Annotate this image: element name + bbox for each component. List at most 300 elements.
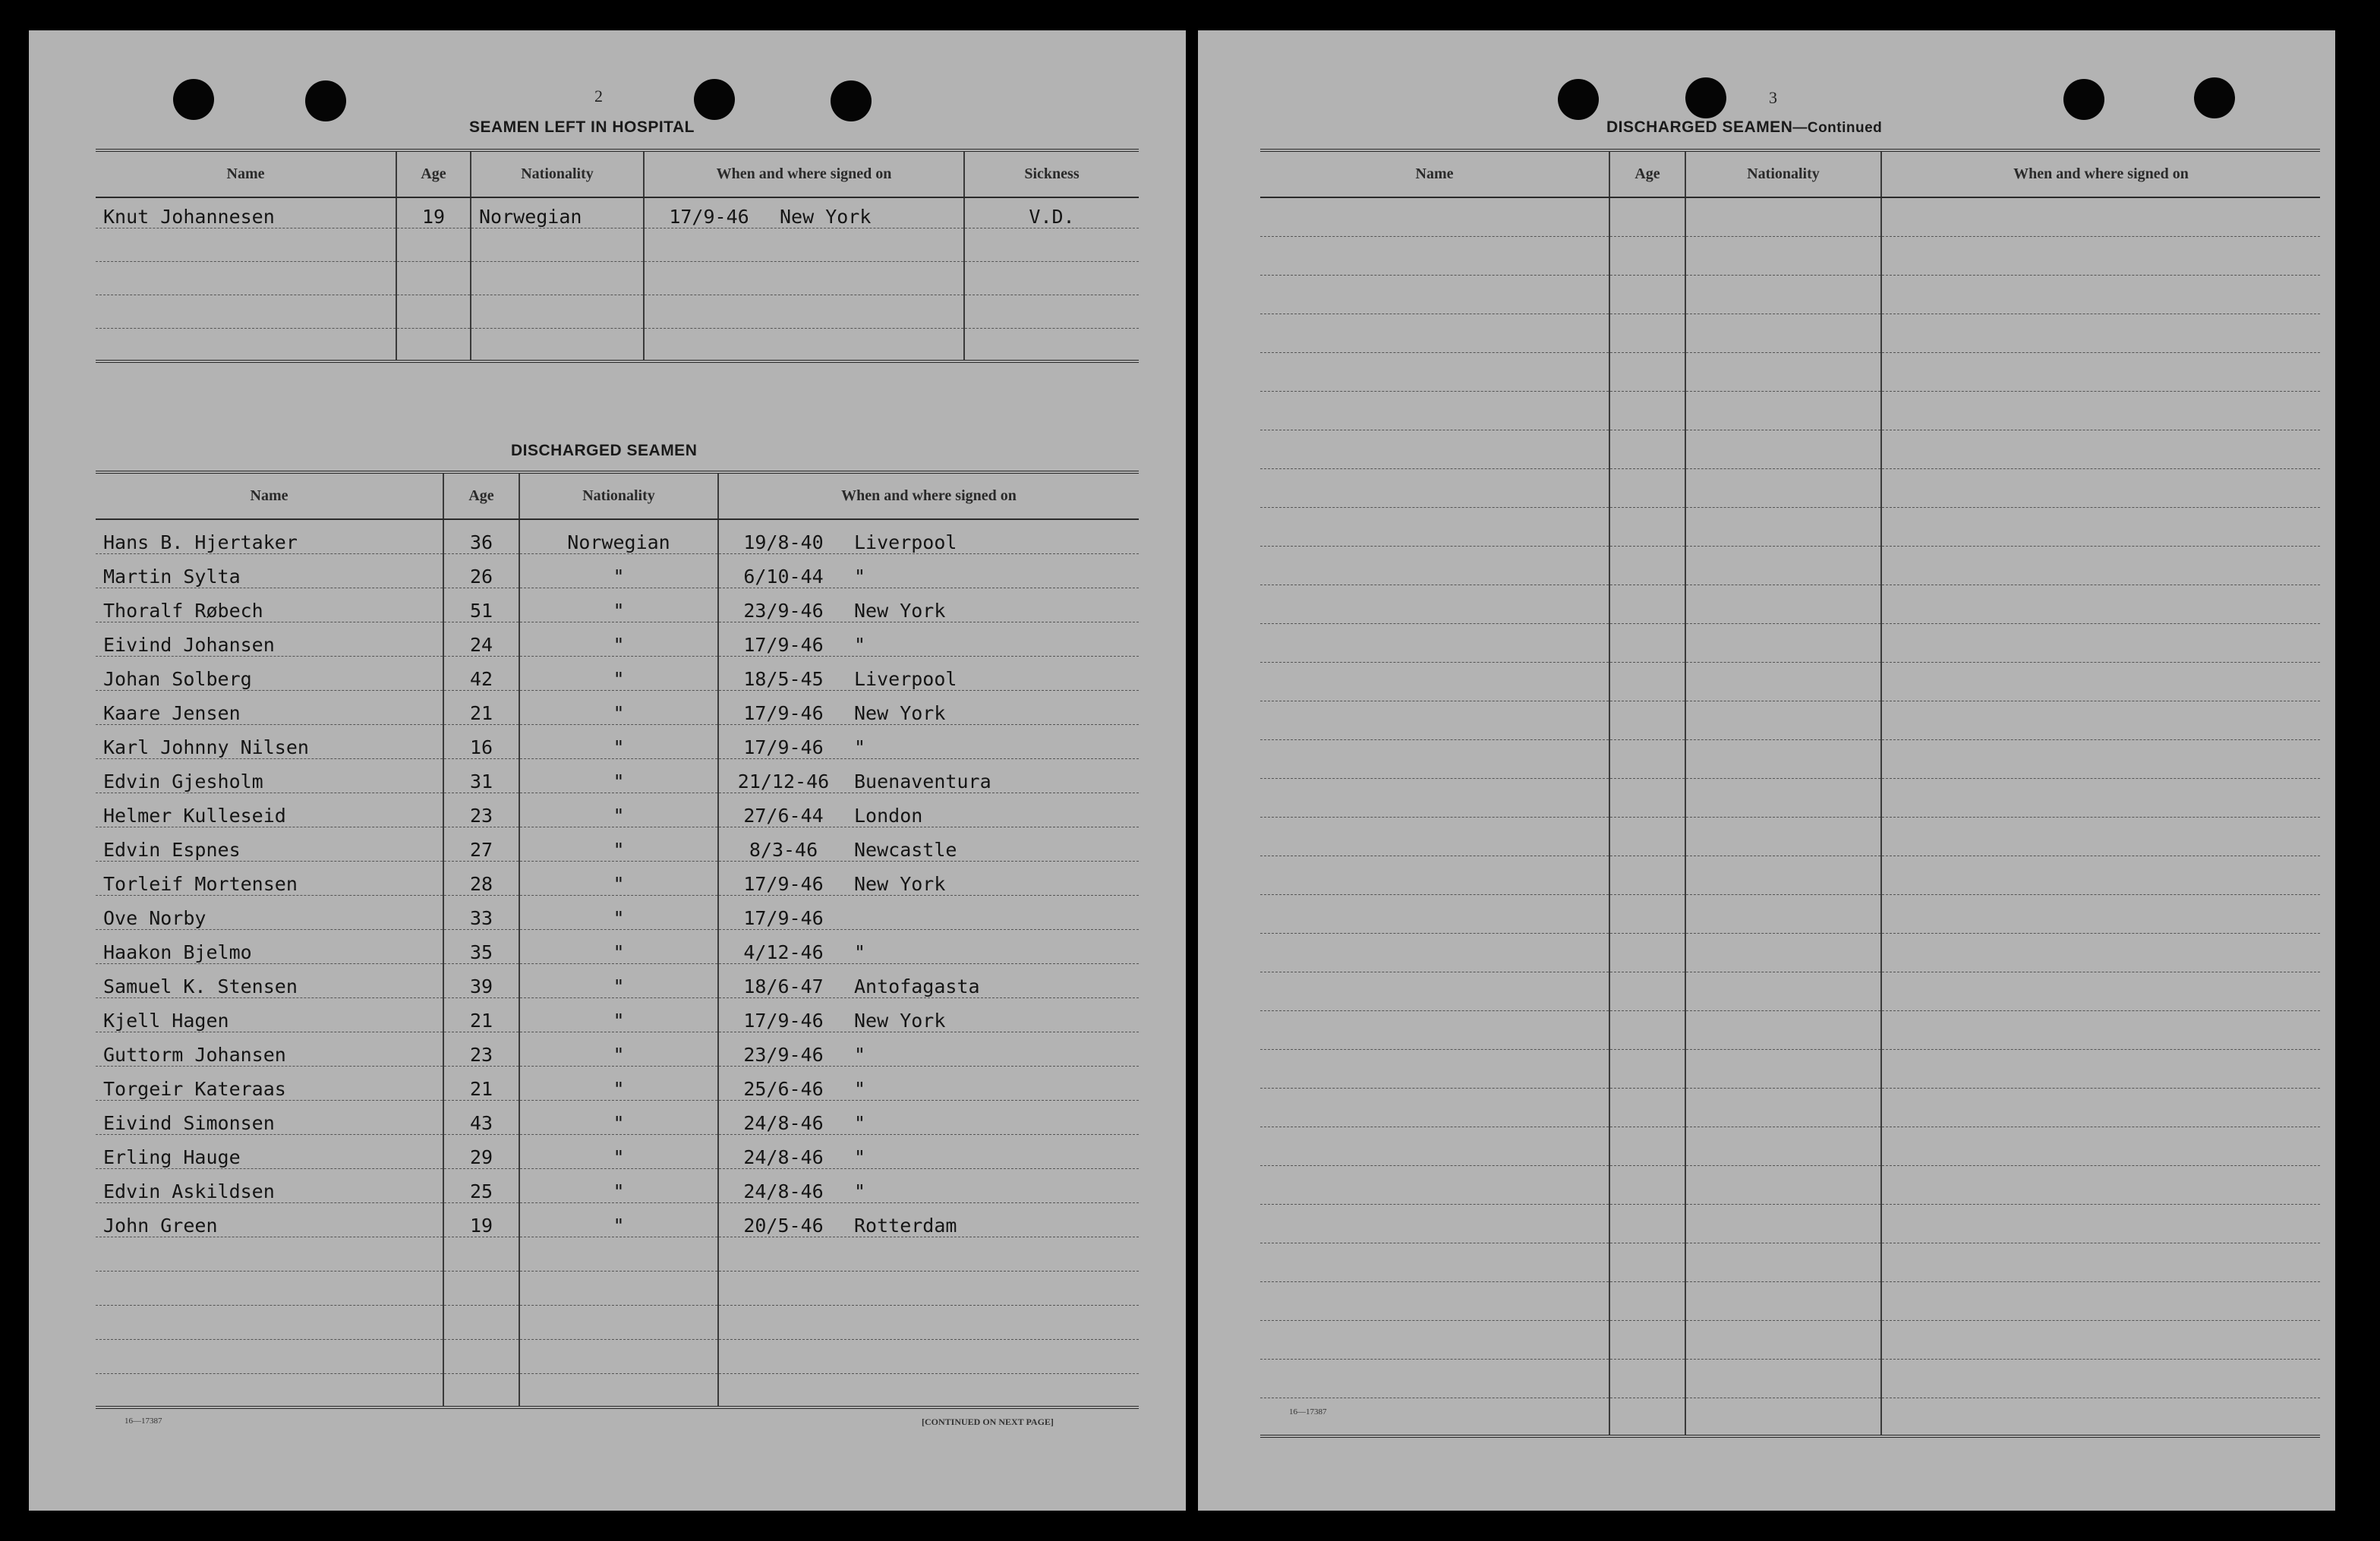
age-cell (396, 261, 471, 295)
signed-on-place: New York (854, 599, 946, 622)
age-cell: 42 (443, 656, 519, 690)
table-row (96, 261, 1139, 295)
age-cell: 27 (443, 827, 519, 861)
when-where-cell (718, 861, 1139, 895)
nationality-cell: " (519, 1066, 718, 1100)
nationality-cell (1685, 701, 1881, 739)
table-row (96, 895, 1139, 929)
discharged-table (96, 471, 1139, 1409)
column-header-age: Age (1609, 150, 1685, 197)
nationality-cell (519, 1271, 718, 1305)
table-header-row (1260, 150, 2320, 197)
age-cell: 31 (443, 758, 519, 793)
table-row (1260, 972, 2320, 1010)
name-cell (96, 295, 396, 328)
name-cell (1260, 197, 1609, 236)
when-where-cell (1881, 739, 2320, 778)
table-row (1260, 275, 2320, 314)
name-cell (1260, 1088, 1609, 1127)
hospital-section-title: SEAMEN LEFT IN HOSPITAL (469, 118, 695, 136)
nationality-cell: " (519, 861, 718, 895)
when-where-cell (718, 1305, 1139, 1339)
table-row (1260, 1359, 2320, 1398)
name-cell (1260, 972, 1609, 1010)
nationality-cell (1685, 1127, 1881, 1165)
age-cell (1609, 623, 1685, 662)
when-where-cell (1881, 275, 2320, 314)
signed-on-place: " (854, 1111, 866, 1134)
nationality-cell: " (519, 1032, 718, 1066)
table-row (96, 1032, 1139, 1066)
when-where-cell (718, 1202, 1139, 1237)
age-cell (1609, 856, 1685, 894)
name-cell: Edvin Espnes (96, 827, 443, 861)
table-row (96, 519, 1139, 553)
nationality-cell (1685, 275, 1881, 314)
name-cell (1260, 1359, 1609, 1398)
table-row (96, 1202, 1139, 1237)
age-cell: 51 (443, 588, 519, 622)
nationality-cell (1685, 1204, 1881, 1243)
binder-hole (305, 80, 346, 121)
table-row (96, 1339, 1139, 1373)
age-cell (1609, 1281, 1685, 1320)
sickness-cell (964, 261, 1139, 295)
when-where-cell (644, 261, 964, 295)
age-cell (1609, 1243, 1685, 1281)
when-where-cell (1881, 1320, 2320, 1359)
age-cell: 24 (443, 622, 519, 656)
when-where-cell (718, 588, 1139, 622)
age-cell (1609, 585, 1685, 623)
signed-on-date: 17/9-46 (743, 872, 824, 895)
signed-on-date: 19/8-40 (743, 531, 824, 553)
name-cell: Torleif Mortensen (96, 861, 443, 895)
age-cell: 21 (443, 1066, 519, 1100)
table-row (1260, 236, 2320, 275)
signed-on-date: 17/9-46 (743, 906, 824, 929)
nationality-cell: " (519, 1168, 718, 1202)
table-row (96, 963, 1139, 997)
nationality-cell (1685, 817, 1881, 856)
nationality-cell (1685, 778, 1881, 817)
name-cell (1260, 1010, 1609, 1049)
table-row (1260, 1320, 2320, 1359)
name-cell (96, 1305, 443, 1339)
age-cell (1609, 1165, 1685, 1204)
when-where-cell (718, 758, 1139, 793)
table-row (96, 1305, 1139, 1339)
name-cell (1260, 856, 1609, 894)
table-row (1260, 662, 2320, 701)
continued-note: [CONTINUED ON NEXT PAGE] (922, 1417, 1054, 1427)
column-header-nationality: Nationality (471, 150, 644, 197)
nationality-cell: " (519, 929, 718, 963)
nationality-cell (1685, 507, 1881, 546)
when-where-cell (718, 656, 1139, 690)
name-cell (1260, 468, 1609, 507)
discharged-section-title: DISCHARGED SEAMEN (511, 442, 698, 459)
name-cell (1260, 662, 1609, 701)
when-where-cell (1881, 933, 2320, 972)
table-row (1260, 430, 2320, 468)
signed-on-date: 17/9-46 (743, 701, 824, 724)
nationality-cell (1685, 546, 1881, 585)
age-cell (1609, 1359, 1685, 1398)
name-cell (1260, 391, 1609, 430)
name-cell: Haakon Bjelmo (96, 929, 443, 963)
table-row (96, 553, 1139, 588)
table-row (96, 1134, 1139, 1168)
nationality-cell: " (519, 622, 718, 656)
name-cell (1260, 1165, 1609, 1204)
name-cell (1260, 1049, 1609, 1088)
nationality-cell (1685, 972, 1881, 1010)
when-where-cell (644, 197, 964, 228)
signed-on-date: 17/9-46 (743, 1009, 824, 1032)
nationality-cell (471, 295, 644, 328)
age-cell: 16 (443, 724, 519, 758)
when-where-cell (1881, 623, 2320, 662)
name-cell (1260, 817, 1609, 856)
age-cell (1609, 546, 1685, 585)
nationality-cell (1685, 468, 1881, 507)
signed-on-place: " (854, 941, 866, 963)
table-row (96, 1373, 1139, 1407)
when-where-cell (718, 1168, 1139, 1202)
signed-on-date: 6/10-44 (743, 565, 824, 588)
name-cell (1260, 314, 1609, 352)
when-where-cell (718, 519, 1139, 553)
age-cell (443, 1339, 519, 1373)
name-cell: Eivind Simonsen (96, 1100, 443, 1134)
when-where-cell (718, 1134, 1139, 1168)
form-code: 16—17387 (125, 1417, 162, 1426)
age-cell (443, 1271, 519, 1305)
nationality-cell: " (519, 758, 718, 793)
nationality-cell: " (519, 724, 718, 758)
column-header-nationality: Nationality (1685, 150, 1881, 197)
name-cell (1260, 1281, 1609, 1320)
name-cell: Knut Johannesen (96, 197, 396, 228)
table-row (1260, 1165, 2320, 1204)
nationality-cell (1685, 1398, 1881, 1436)
when-where-cell (718, 997, 1139, 1032)
nationality-cell (1685, 1010, 1881, 1049)
when-where-cell (718, 1100, 1139, 1134)
name-cell (96, 328, 396, 361)
table-row (96, 827, 1139, 861)
table-row (1260, 197, 2320, 236)
title-text: DISCHARGED SEAMEN (1606, 118, 1793, 136)
column-header-age: Age (396, 150, 471, 197)
age-cell (1609, 236, 1685, 275)
when-where-cell (1881, 391, 2320, 430)
when-where-cell (1881, 1243, 2320, 1281)
when-where-cell (1881, 430, 2320, 468)
hospital-table (96, 149, 1139, 363)
name-cell (1260, 507, 1609, 546)
name-cell (96, 261, 396, 295)
signed-on-place: " (854, 633, 866, 656)
nationality-cell (519, 1305, 718, 1339)
when-where-cell (1881, 546, 2320, 585)
signed-on-date: 24/8-46 (743, 1146, 824, 1168)
signed-on-place: New York (854, 1009, 946, 1032)
table-row (1260, 391, 2320, 430)
signed-on-date: 20/5-46 (743, 1214, 824, 1237)
signed-on-place: New York (854, 701, 946, 724)
age-cell (1609, 1010, 1685, 1049)
name-cell: Torgeir Kateraas (96, 1066, 443, 1100)
age-cell (1609, 1049, 1685, 1088)
when-where-cell (1881, 972, 2320, 1010)
age-cell: 35 (443, 929, 519, 963)
nationality-cell: " (519, 997, 718, 1032)
nationality-cell (1685, 1359, 1881, 1398)
nationality-cell (1685, 197, 1881, 236)
left-page (29, 30, 1186, 1511)
signed-on-date: 25/6-46 (743, 1077, 824, 1100)
signed-on-date: 4/12-46 (743, 941, 824, 963)
table-row (1260, 546, 2320, 585)
when-where-cell (644, 228, 964, 261)
name-cell (1260, 623, 1609, 662)
when-where-cell (718, 553, 1139, 588)
age-cell (1609, 894, 1685, 933)
when-where-cell (718, 827, 1139, 861)
table-row (96, 793, 1139, 827)
table-row (96, 1271, 1139, 1305)
nationality-cell (471, 328, 644, 361)
name-cell (1260, 546, 1609, 585)
age-cell (1609, 739, 1685, 778)
nationality-cell (1685, 1165, 1881, 1204)
name-cell (1260, 1320, 1609, 1359)
age-cell: 26 (443, 553, 519, 588)
table-row (96, 1168, 1139, 1202)
sickness-cell (964, 328, 1139, 361)
when-where-cell (1881, 856, 2320, 894)
table-row (96, 929, 1139, 963)
signed-on-place: London (854, 804, 923, 827)
name-cell: Ove Norby (96, 895, 443, 929)
when-where-cell (718, 724, 1139, 758)
nationality-cell: " (519, 963, 718, 997)
nationality-cell (1685, 1088, 1881, 1127)
nationality-cell: " (519, 1134, 718, 1168)
nationality-cell: " (519, 553, 718, 588)
when-where-cell (1881, 1165, 2320, 1204)
nationality-cell (1685, 1281, 1881, 1320)
page-number: 3 (1769, 88, 1777, 107)
signed-on-date: 8/3-46 (749, 838, 818, 861)
binder-hole (1685, 77, 1726, 118)
nationality-cell (519, 1373, 718, 1407)
name-cell: Eivind Johansen (96, 622, 443, 656)
name-cell: Martin Sylta (96, 553, 443, 588)
table-row (1260, 739, 2320, 778)
table-row (96, 758, 1139, 793)
when-where-cell (718, 622, 1139, 656)
name-cell (96, 1339, 443, 1373)
sickness-cell: V.D. (964, 197, 1139, 228)
table-row (96, 724, 1139, 758)
age-cell (1609, 314, 1685, 352)
nationality-cell (1685, 662, 1881, 701)
when-where-cell (1881, 507, 2320, 546)
name-cell (1260, 701, 1609, 739)
nationality-cell: Norwegian (519, 519, 718, 553)
when-where-cell (718, 1339, 1139, 1373)
age-cell: 25 (443, 1168, 519, 1202)
table-row (96, 861, 1139, 895)
table-row (96, 328, 1139, 361)
name-cell (1260, 1398, 1609, 1436)
column-header-sickness: Sickness (964, 150, 1139, 197)
right-page (1198, 30, 2335, 1511)
when-where-cell (718, 963, 1139, 997)
signed-on-date: 18/6-47 (743, 975, 824, 997)
name-cell (1260, 275, 1609, 314)
signed-on-place: Rotterdam (854, 1214, 957, 1237)
table-row (96, 295, 1139, 328)
when-where-cell (718, 929, 1139, 963)
name-cell: John Green (96, 1202, 443, 1237)
nationality-cell (471, 228, 644, 261)
age-cell (1609, 933, 1685, 972)
when-where-cell (1881, 1204, 2320, 1243)
name-cell: Hans B. Hjertaker (96, 519, 443, 553)
column-header-name: Name (96, 472, 443, 519)
age-cell (443, 1237, 519, 1271)
table-header-row (96, 472, 1139, 519)
age-cell: 29 (443, 1134, 519, 1168)
name-cell (1260, 1243, 1609, 1281)
signed-on-place: Liverpool (854, 531, 957, 553)
table-row (1260, 1281, 2320, 1320)
name-cell (96, 1373, 443, 1407)
when-where-cell (718, 1373, 1139, 1407)
binder-hole (694, 79, 735, 120)
name-cell (1260, 430, 1609, 468)
age-cell (1609, 1320, 1685, 1359)
column-header-name: Name (96, 150, 396, 197)
when-where-cell (1881, 817, 2320, 856)
table-row (96, 622, 1139, 656)
nationality-cell (1685, 1320, 1881, 1359)
when-where-cell (1881, 585, 2320, 623)
name-cell (1260, 585, 1609, 623)
name-cell: Edvin Gjesholm (96, 758, 443, 793)
binder-hole (173, 79, 214, 120)
table-row (1260, 585, 2320, 623)
table-row (1260, 1088, 2320, 1127)
signed-on-date: 27/6-44 (743, 804, 824, 827)
age-cell: 19 (443, 1202, 519, 1237)
when-where-cell (1881, 1088, 2320, 1127)
nationality-cell (519, 1339, 718, 1373)
name-cell: Edvin Askildsen (96, 1168, 443, 1202)
age-cell (1609, 352, 1685, 391)
page-number: 2 (594, 87, 603, 106)
age-cell (1609, 817, 1685, 856)
signed-on-date: 17/9-46 (669, 205, 749, 228)
when-where-cell (1881, 236, 2320, 275)
nationality-cell (1685, 1049, 1881, 1088)
age-cell: 23 (443, 1032, 519, 1066)
column-header-when-where: When and where signed on (644, 150, 964, 197)
signed-on-place: Buenaventura (854, 770, 991, 793)
signed-on-date: 21/12-46 (737, 770, 830, 793)
when-where-cell (718, 690, 1139, 724)
name-cell (1260, 1204, 1609, 1243)
table-row (1260, 701, 2320, 739)
table-row (96, 1100, 1139, 1134)
nationality-cell (519, 1237, 718, 1271)
name-cell (1260, 352, 1609, 391)
nationality-cell (1685, 236, 1881, 275)
age-cell (396, 295, 471, 328)
nationality-cell (1685, 894, 1881, 933)
column-header-name: Name (1260, 150, 1609, 197)
name-cell: Kaare Jensen (96, 690, 443, 724)
when-where-cell (644, 328, 964, 361)
nationality-cell (1685, 430, 1881, 468)
table-row (96, 588, 1139, 622)
when-where-cell (644, 295, 964, 328)
when-where-cell (1881, 701, 2320, 739)
when-where-cell (718, 1237, 1139, 1271)
age-cell (1609, 275, 1685, 314)
when-where-cell (1881, 1359, 2320, 1398)
name-cell (96, 1237, 443, 1271)
age-cell (1609, 1398, 1685, 1436)
age-cell (396, 328, 471, 361)
nationality-cell: " (519, 827, 718, 861)
name-cell (1260, 778, 1609, 817)
when-where-cell (1881, 197, 2320, 236)
column-header-nationality: Nationality (519, 472, 718, 519)
name-cell (1260, 236, 1609, 275)
signed-on-place: Antofagasta (854, 975, 980, 997)
age-cell (1609, 972, 1685, 1010)
name-cell: Helmer Kulleseid (96, 793, 443, 827)
signed-on-place: " (854, 1043, 866, 1066)
name-cell (1260, 894, 1609, 933)
table-row (1260, 352, 2320, 391)
table-row (96, 997, 1139, 1032)
age-cell (1609, 197, 1685, 236)
table-row (1260, 856, 2320, 894)
name-cell: Johan Solberg (96, 656, 443, 690)
age-cell: 43 (443, 1100, 519, 1134)
when-where-cell (1881, 894, 2320, 933)
signed-on-date: 17/9-46 (743, 736, 824, 758)
when-where-cell (1881, 314, 2320, 352)
discharged-continued-title (1606, 118, 1882, 137)
age-cell (1609, 778, 1685, 817)
age-cell: 19 (396, 197, 471, 228)
when-where-cell (718, 895, 1139, 929)
name-cell: Thoralf Røbech (96, 588, 443, 622)
table-row (1260, 1243, 2320, 1281)
nationality-cell (1685, 1243, 1881, 1281)
table-row (1260, 1049, 2320, 1088)
table-row (1260, 1127, 2320, 1165)
signed-on-place: New York (780, 205, 872, 228)
name-cell: Samuel K. Stensen (96, 963, 443, 997)
